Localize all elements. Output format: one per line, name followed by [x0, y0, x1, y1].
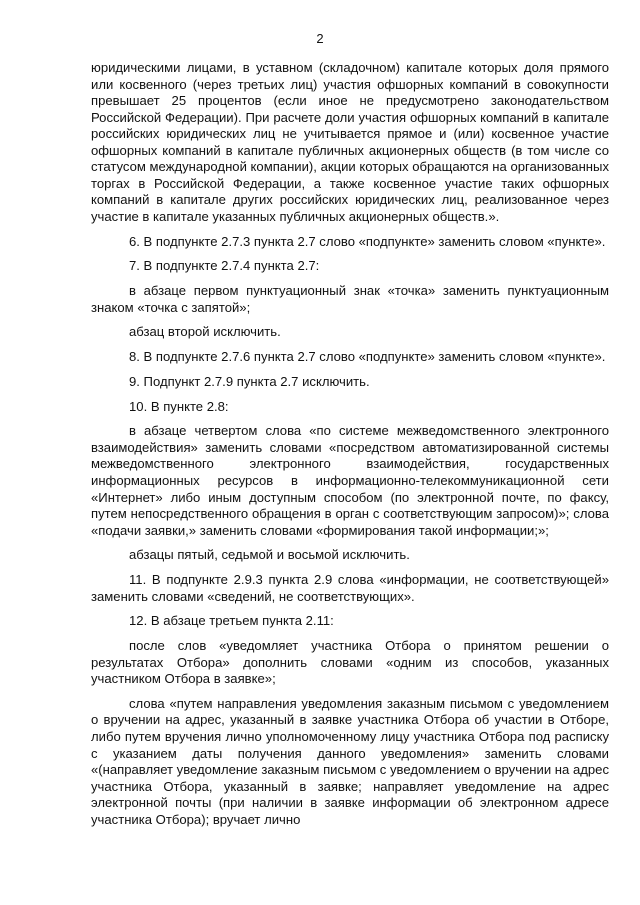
paragraph-item-7-abzac-1: в абзаце первом пунктуационный знак «точка» заменить пунктуационным знаком «точка с запятой»; — [91, 283, 609, 315]
paragraph-item-12-sub-2: слова «путем направления уведомления заказным письмом с уведомлением о вручении на адрес, указанный в заявке участника Отбора об участии в Отборе, либо путем вручения лично уполномоченному лицу участника Отбора под расписку с указанием даты получения данного уведомления» заменить словами «(направляет уведомление заказным письмом с уведомлением о вручении на адрес участника Отбора, указанный в заявке; направляет уведомление на адрес электронной почты (при наличии в заявке информации об электронном адресе участника Отбора); вручает лично — [91, 695, 609, 827]
paragraph-continuation: юридическими лицами, в уставном (складочном) капитале которых доля прямого или косвенного (через третьих лиц) участия офшорных компаний в совокупности превышает 25 процентов (если иное не предусмотрено законодательством Российской Федерации). При расчете доли участия офшорных компаний в капитале российских юридических лиц не учитывается прямое и (или) косвенное участие офшорных компаний в капитале публичных акционерных обществ (в том числе со статусом международной компании), акции которых обращаются на организованных торгах в Российской Федерации, а также косвенное участие таких офшорных компаний в капитале других российских юридических лиц, реализованное через участие в капитале указанных публичных акционерных обществ.». — [91, 60, 609, 224]
paragraph-item-12-sub-1: после слов «уведомляет участника Отбора о принятом решении о результатах Отбора» дополнить словами «одним из способов, указанных участником Отбора в заявке»; — [91, 638, 609, 687]
paragraph-item-6: 6. В подпункте 2.7.3 пункта 2.7 слово «подпункте» заменить словом «пункте». — [129, 233, 606, 249]
paragraph-item-10: 10. В пункте 2.8: — [129, 398, 229, 414]
paragraph-item-12: 12. В абзаце третьем пункта 2.11: — [129, 613, 334, 629]
paragraph-item-9: 9. Подпункт 2.7.9 пункта 2.7 исключить. — [129, 373, 370, 389]
paragraph-item-7-abzac-2: абзац второй исключить. — [129, 324, 281, 340]
paragraph-item-10-abzac-4: в абзаце четвертом слова «по системе межведомственного электронного взаимодействия» заменить словами «посредством автоматизированной системы межведомственного электронного взаимодействия, государственных информационных ресурсов в информационно-телекоммуникационной сети «Интернет» либо иным доступным способом (по электронной почте, по факсу, путем непосредственного обращения в орган с соответствующим запросом)»; слова «подачи заявки,» заменить словами «формирования такой информации;»; — [91, 423, 609, 538]
document-body — [91, 60, 609, 837]
paragraph-item-8: 8. В подпункте 2.7.6 пункта 2.7 слово «подпункте» заменить словом «пункте». — [129, 349, 606, 365]
paragraph-item-7: 7. В подпункте 2.7.4 пункта 2.7: — [129, 258, 320, 274]
paragraph-item-11: 11. В подпункте 2.9.3 пункта 2.9 слова «информации, не соответствующей» заменить словами «сведений, не соответствующих». — [91, 572, 609, 604]
page-number: 2 — [316, 31, 324, 46]
paragraph-item-10-abzac-5: абзацы пятый, седьмой и восьмой исключить. — [129, 547, 410, 563]
